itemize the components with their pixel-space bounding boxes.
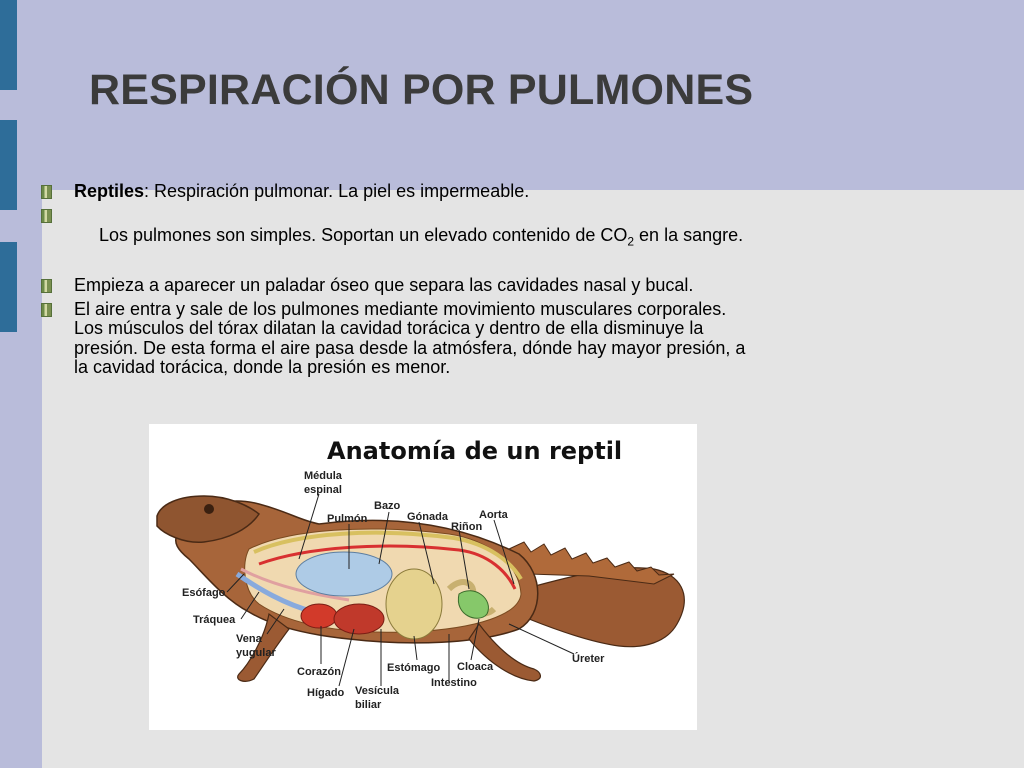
reptile-anatomy-diagram (149, 424, 697, 730)
bullet-icon (41, 209, 52, 223)
bullet-line: la cavidad torácica, donde la presión es menor. (74, 357, 451, 378)
label-vesicula: Vesícula (355, 685, 400, 697)
bullet-icon (41, 279, 52, 293)
bullet-line: El aire entra y sale de los pulmones mediante movimiento musculares corporales. (74, 298, 727, 319)
label-intestino: Intestino (431, 677, 477, 689)
figure-title: Anatomía de un reptil (327, 437, 623, 465)
subscript-text: 2 (627, 234, 635, 249)
reptile-eye (204, 504, 214, 514)
label-gonada: Gónada (407, 511, 448, 523)
bullet-text: : Respiración pulmonar. La piel es impermeable. (144, 181, 530, 201)
label-pulmon: Pulmón (327, 513, 368, 525)
reptile-anatomy-figure (149, 424, 697, 730)
decorative-bar (0, 0, 17, 90)
bullet-item (41, 182, 861, 202)
label-vena: Vena (236, 633, 262, 645)
label-vena: yugular (236, 647, 276, 659)
label-corazon: Corazón (297, 666, 341, 678)
decorative-bar (0, 120, 17, 210)
decorative-bar (0, 242, 17, 332)
bullet-text: en la sangre. (634, 224, 744, 245)
left-decorative-strip (0, 0, 42, 768)
bullet-list (41, 182, 861, 382)
bullet-text: Empieza a aparecer un paladar óseo que separa las cavidades nasal y bucal. (74, 274, 694, 295)
bullet-text: Los pulmones son simples. Soportan un elevado contenido de CO (94, 224, 628, 245)
label-rinon: Riñon (451, 521, 483, 533)
bullet-bold-term: Reptiles (74, 181, 145, 201)
label-estomago: Estómago (387, 662, 441, 674)
liver (334, 604, 384, 634)
label-vesicula: biliar (355, 699, 382, 711)
heart (301, 604, 337, 628)
label-aorta: Aorta (479, 509, 508, 521)
stomach (386, 569, 442, 639)
label-bazo: Bazo (374, 500, 401, 512)
label-medula: espinal (304, 484, 342, 496)
slide-title: RESPIRACIÓN POR PULMONES (89, 66, 754, 114)
bullet-line: Los músculos del tórax dilatan la cavidad torácica y dentro de ella disminuye la (74, 318, 704, 339)
label-medula: Médula (304, 470, 342, 482)
bullet-line: presión. De esta forma el aire pasa desde la atmósfera, dónde hay mayor presión, a (74, 337, 746, 358)
bullet-icon (41, 185, 52, 199)
label-higado: Hígado (307, 687, 345, 699)
label-esofago: Esófago (182, 587, 226, 599)
label-ureter: Úreter (572, 653, 605, 665)
bullet-item (41, 276, 861, 296)
bullet-item (41, 206, 861, 271)
bullet-icon (41, 303, 52, 317)
label-cloaca: Cloaca (457, 661, 494, 673)
label-traquea: Tráquea (193, 614, 236, 626)
lung (296, 552, 392, 596)
bullet-item (41, 300, 861, 378)
